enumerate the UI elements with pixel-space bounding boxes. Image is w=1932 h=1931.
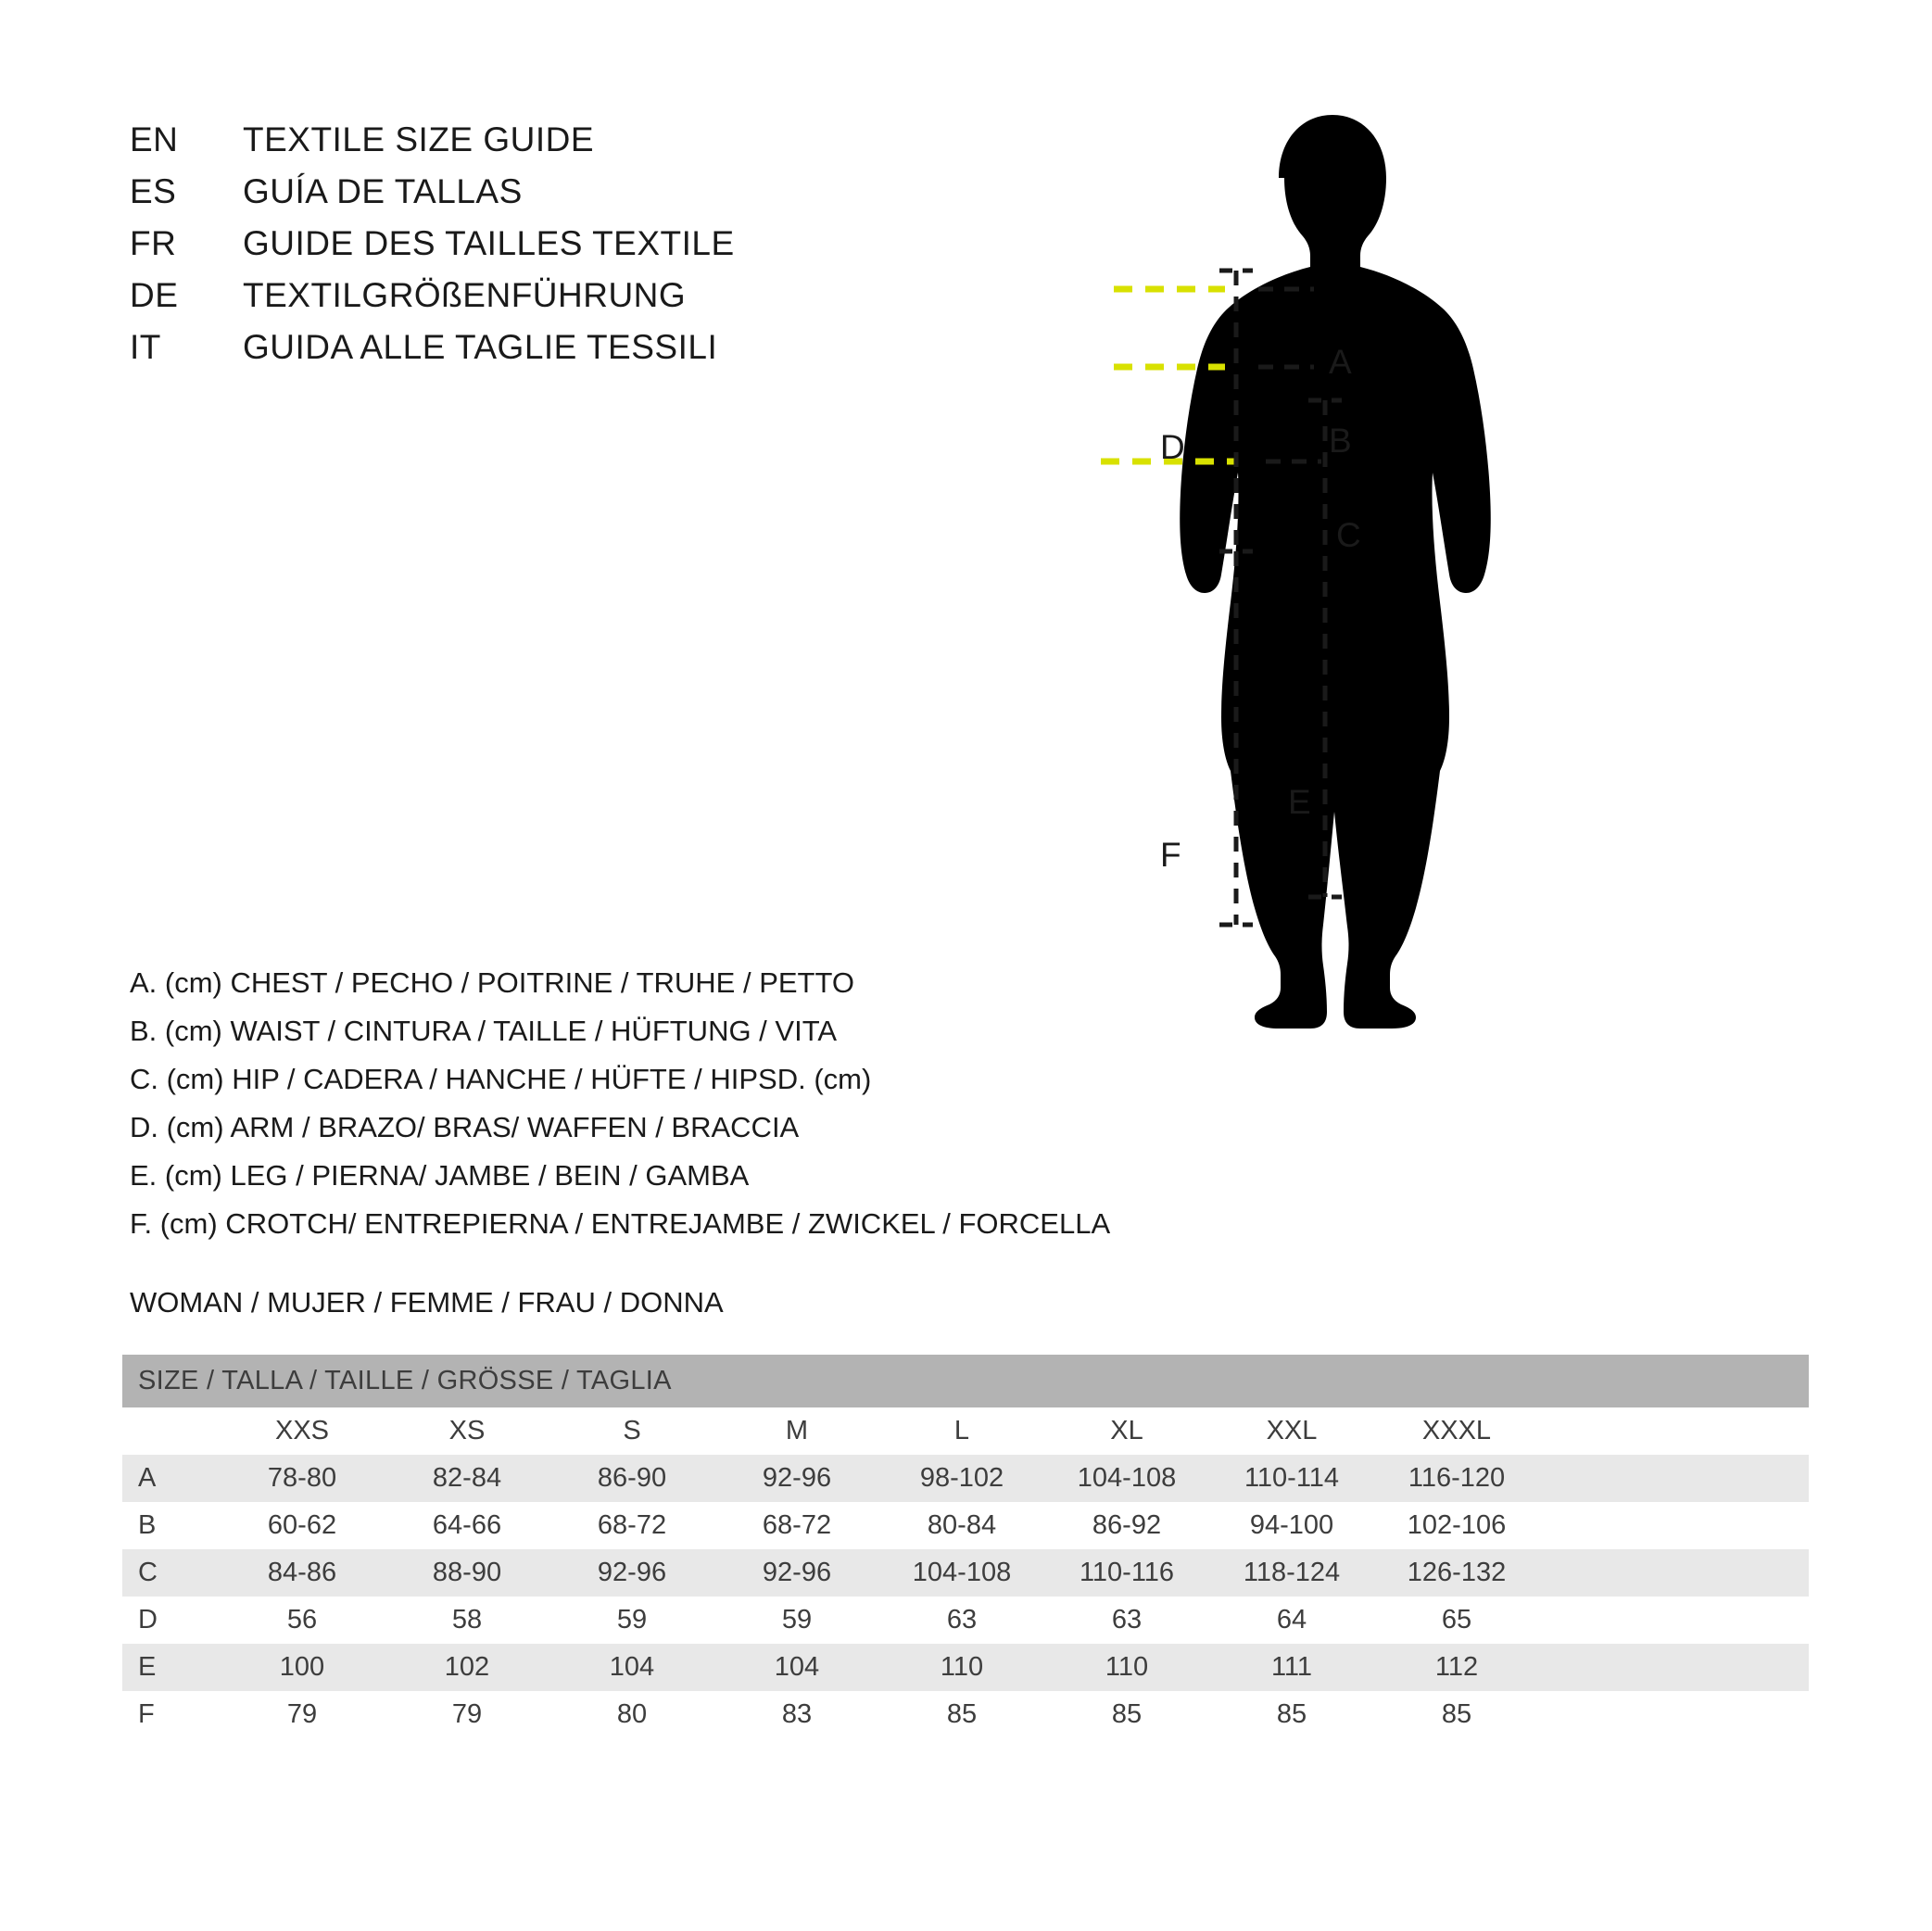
cell-d-xs: 58 xyxy=(385,1597,549,1644)
cell-a-spacer xyxy=(1539,1455,1809,1502)
column-header-l: L xyxy=(879,1407,1044,1455)
column-header-xxs: XXS xyxy=(220,1407,385,1455)
cell-a-l: 98-102 xyxy=(879,1455,1044,1502)
cell-d-xxl: 64 xyxy=(1209,1597,1374,1644)
cell-d-s: 59 xyxy=(549,1597,714,1644)
cell-d-xxs: 56 xyxy=(220,1597,385,1644)
column-header-xxxl: XXXL xyxy=(1374,1407,1539,1455)
figure-letter-a: A xyxy=(1329,343,1352,381)
column-header-s: S xyxy=(549,1407,714,1455)
cell-e-xxxl: 112 xyxy=(1374,1644,1539,1691)
cell-b-l: 80-84 xyxy=(879,1502,1044,1549)
cell-c-xxxl: 126-132 xyxy=(1374,1549,1539,1597)
table-row xyxy=(122,1644,1809,1691)
title-row xyxy=(130,276,735,328)
cell-c-s: 92-96 xyxy=(549,1549,714,1597)
title-lang-code: ES xyxy=(130,172,177,210)
column-header-m: M xyxy=(714,1407,879,1455)
figure-letter-f: F xyxy=(1160,836,1181,874)
row-header-c: C xyxy=(122,1549,220,1597)
cell-f-xxxl: 85 xyxy=(1374,1691,1539,1738)
title-text: GUIDE DES TAILLES TEXTILE xyxy=(243,224,735,262)
row-header-f: F xyxy=(122,1691,220,1738)
cell-c-xs: 88-90 xyxy=(385,1549,549,1597)
size-table-wrapper xyxy=(122,1355,1809,1738)
table-corner-cell xyxy=(122,1407,220,1455)
cell-b-s: 68-72 xyxy=(549,1502,714,1549)
title-lang-code: IT xyxy=(130,328,161,366)
title-text: GUIDA ALLE TAGLIE TESSILI xyxy=(243,328,718,366)
cell-e-l: 110 xyxy=(879,1644,1044,1691)
group-label: WOMAN / MUJER / FEMME / FRAU / DONNA xyxy=(130,1286,724,1319)
table-row xyxy=(122,1691,1809,1738)
cell-d-l: 63 xyxy=(879,1597,1044,1644)
cell-a-m: 92-96 xyxy=(714,1455,879,1502)
cell-b-xxl: 94-100 xyxy=(1209,1502,1374,1549)
cell-e-spacer xyxy=(1539,1644,1809,1691)
cell-e-xxl: 111 xyxy=(1209,1644,1374,1691)
cell-a-xs: 82-84 xyxy=(385,1455,549,1502)
legend-item-e: E. (cm) LEG / PIERNA/ JAMBE / BEIN / GAMBA xyxy=(130,1159,750,1192)
title-row xyxy=(130,120,735,172)
cell-d-xl: 63 xyxy=(1044,1597,1209,1644)
cell-c-xxs: 84-86 xyxy=(220,1549,385,1597)
table-row xyxy=(122,1597,1809,1644)
cell-f-l: 85 xyxy=(879,1691,1044,1738)
cell-f-m: 83 xyxy=(714,1691,879,1738)
cell-f-xl: 85 xyxy=(1044,1691,1209,1738)
row-header-b: B xyxy=(122,1502,220,1549)
column-header-xl: XL xyxy=(1044,1407,1209,1455)
figure-letter-e: E xyxy=(1288,783,1311,821)
cell-f-xs: 79 xyxy=(385,1691,549,1738)
legend-item-d: D. (cm) ARM / BRAZO/ BRAS/ WAFFEN / BRACCIA xyxy=(130,1111,800,1143)
cell-c-xxl: 118-124 xyxy=(1209,1549,1374,1597)
figure-letter-b: B xyxy=(1329,422,1352,460)
cell-b-xs: 64-66 xyxy=(385,1502,549,1549)
legend-item-f: F. (cm) CROTCH/ ENTREPIERNA / ENTREJAMBE / ZWICKEL / FORCELLA xyxy=(130,1207,1111,1240)
column-header-xxl: XXL xyxy=(1209,1407,1374,1455)
cell-b-xxs: 60-62 xyxy=(220,1502,385,1549)
legend-item-b: B. (cm) WAIST / CINTURA / TAILLE / HÜFTUNG / VITA xyxy=(130,1015,838,1047)
cell-a-xxxl: 116-120 xyxy=(1374,1455,1539,1502)
title-text: GUÍA DE TALLAS xyxy=(243,172,523,210)
cell-e-m: 104 xyxy=(714,1644,879,1691)
figure-letter-d: D xyxy=(1160,428,1185,466)
cell-a-s: 86-90 xyxy=(549,1455,714,1502)
cell-f-xxs: 79 xyxy=(220,1691,385,1738)
table-header-row xyxy=(122,1407,1809,1455)
title-lang-code: DE xyxy=(130,276,179,314)
column-header-spacer xyxy=(1539,1407,1809,1455)
cell-c-xl: 110-116 xyxy=(1044,1549,1209,1597)
cell-d-xxxl: 65 xyxy=(1374,1597,1539,1644)
cell-c-spacer xyxy=(1539,1549,1809,1597)
title-text: TEXTILE SIZE GUIDE xyxy=(243,120,595,158)
size-table xyxy=(122,1355,1809,1738)
cell-d-spacer xyxy=(1539,1597,1809,1644)
cell-e-xs: 102 xyxy=(385,1644,549,1691)
table-row xyxy=(122,1502,1809,1549)
cell-a-xxl: 110-114 xyxy=(1209,1455,1374,1502)
title-lang-code: FR xyxy=(130,224,177,262)
title-row xyxy=(130,172,735,224)
cell-d-m: 59 xyxy=(714,1597,879,1644)
table-row xyxy=(122,1549,1809,1597)
cell-c-l: 104-108 xyxy=(879,1549,1044,1597)
cell-b-spacer xyxy=(1539,1502,1809,1549)
cell-a-xxs: 78-80 xyxy=(220,1455,385,1502)
column-header-xs: XS xyxy=(385,1407,549,1455)
cell-b-xl: 86-92 xyxy=(1044,1502,1209,1549)
row-header-e: E xyxy=(122,1644,220,1691)
title-text: TEXTILGRÖßENFÜHRUNG xyxy=(243,276,687,314)
cell-f-s: 80 xyxy=(549,1691,714,1738)
vertical-dimension-brackets xyxy=(1156,259,1471,1232)
title-block xyxy=(130,120,735,380)
row-header-d: D xyxy=(122,1597,220,1644)
legend-item-a: A. (cm) CHEST / PECHO / POITRINE / TRUHE / PETTO xyxy=(130,966,854,999)
title-lang-code: EN xyxy=(130,120,179,158)
cell-f-xxl: 85 xyxy=(1209,1691,1374,1738)
row-header-a: A xyxy=(122,1455,220,1502)
cell-e-xxs: 100 xyxy=(220,1644,385,1691)
cell-c-m: 92-96 xyxy=(714,1549,879,1597)
cell-b-m: 68-72 xyxy=(714,1502,879,1549)
cell-e-xl: 110 xyxy=(1044,1644,1209,1691)
title-row xyxy=(130,328,735,380)
cell-f-spacer xyxy=(1539,1691,1809,1738)
cell-b-xxxl: 102-106 xyxy=(1374,1502,1539,1549)
cell-a-xl: 104-108 xyxy=(1044,1455,1209,1502)
cell-e-s: 104 xyxy=(549,1644,714,1691)
legend-block xyxy=(130,959,1110,1248)
title-row xyxy=(130,224,735,276)
legend-item-c: C. (cm) HIP / CADERA / HANCHE / HÜFTE / HIPSD. (cm) xyxy=(130,1063,872,1095)
figure-letter-c: C xyxy=(1336,516,1361,554)
size-table-caption: SIZE / TALLA / TAILLE / GRÖSSE / TAGLIA xyxy=(122,1355,1809,1407)
table-row xyxy=(122,1455,1809,1502)
